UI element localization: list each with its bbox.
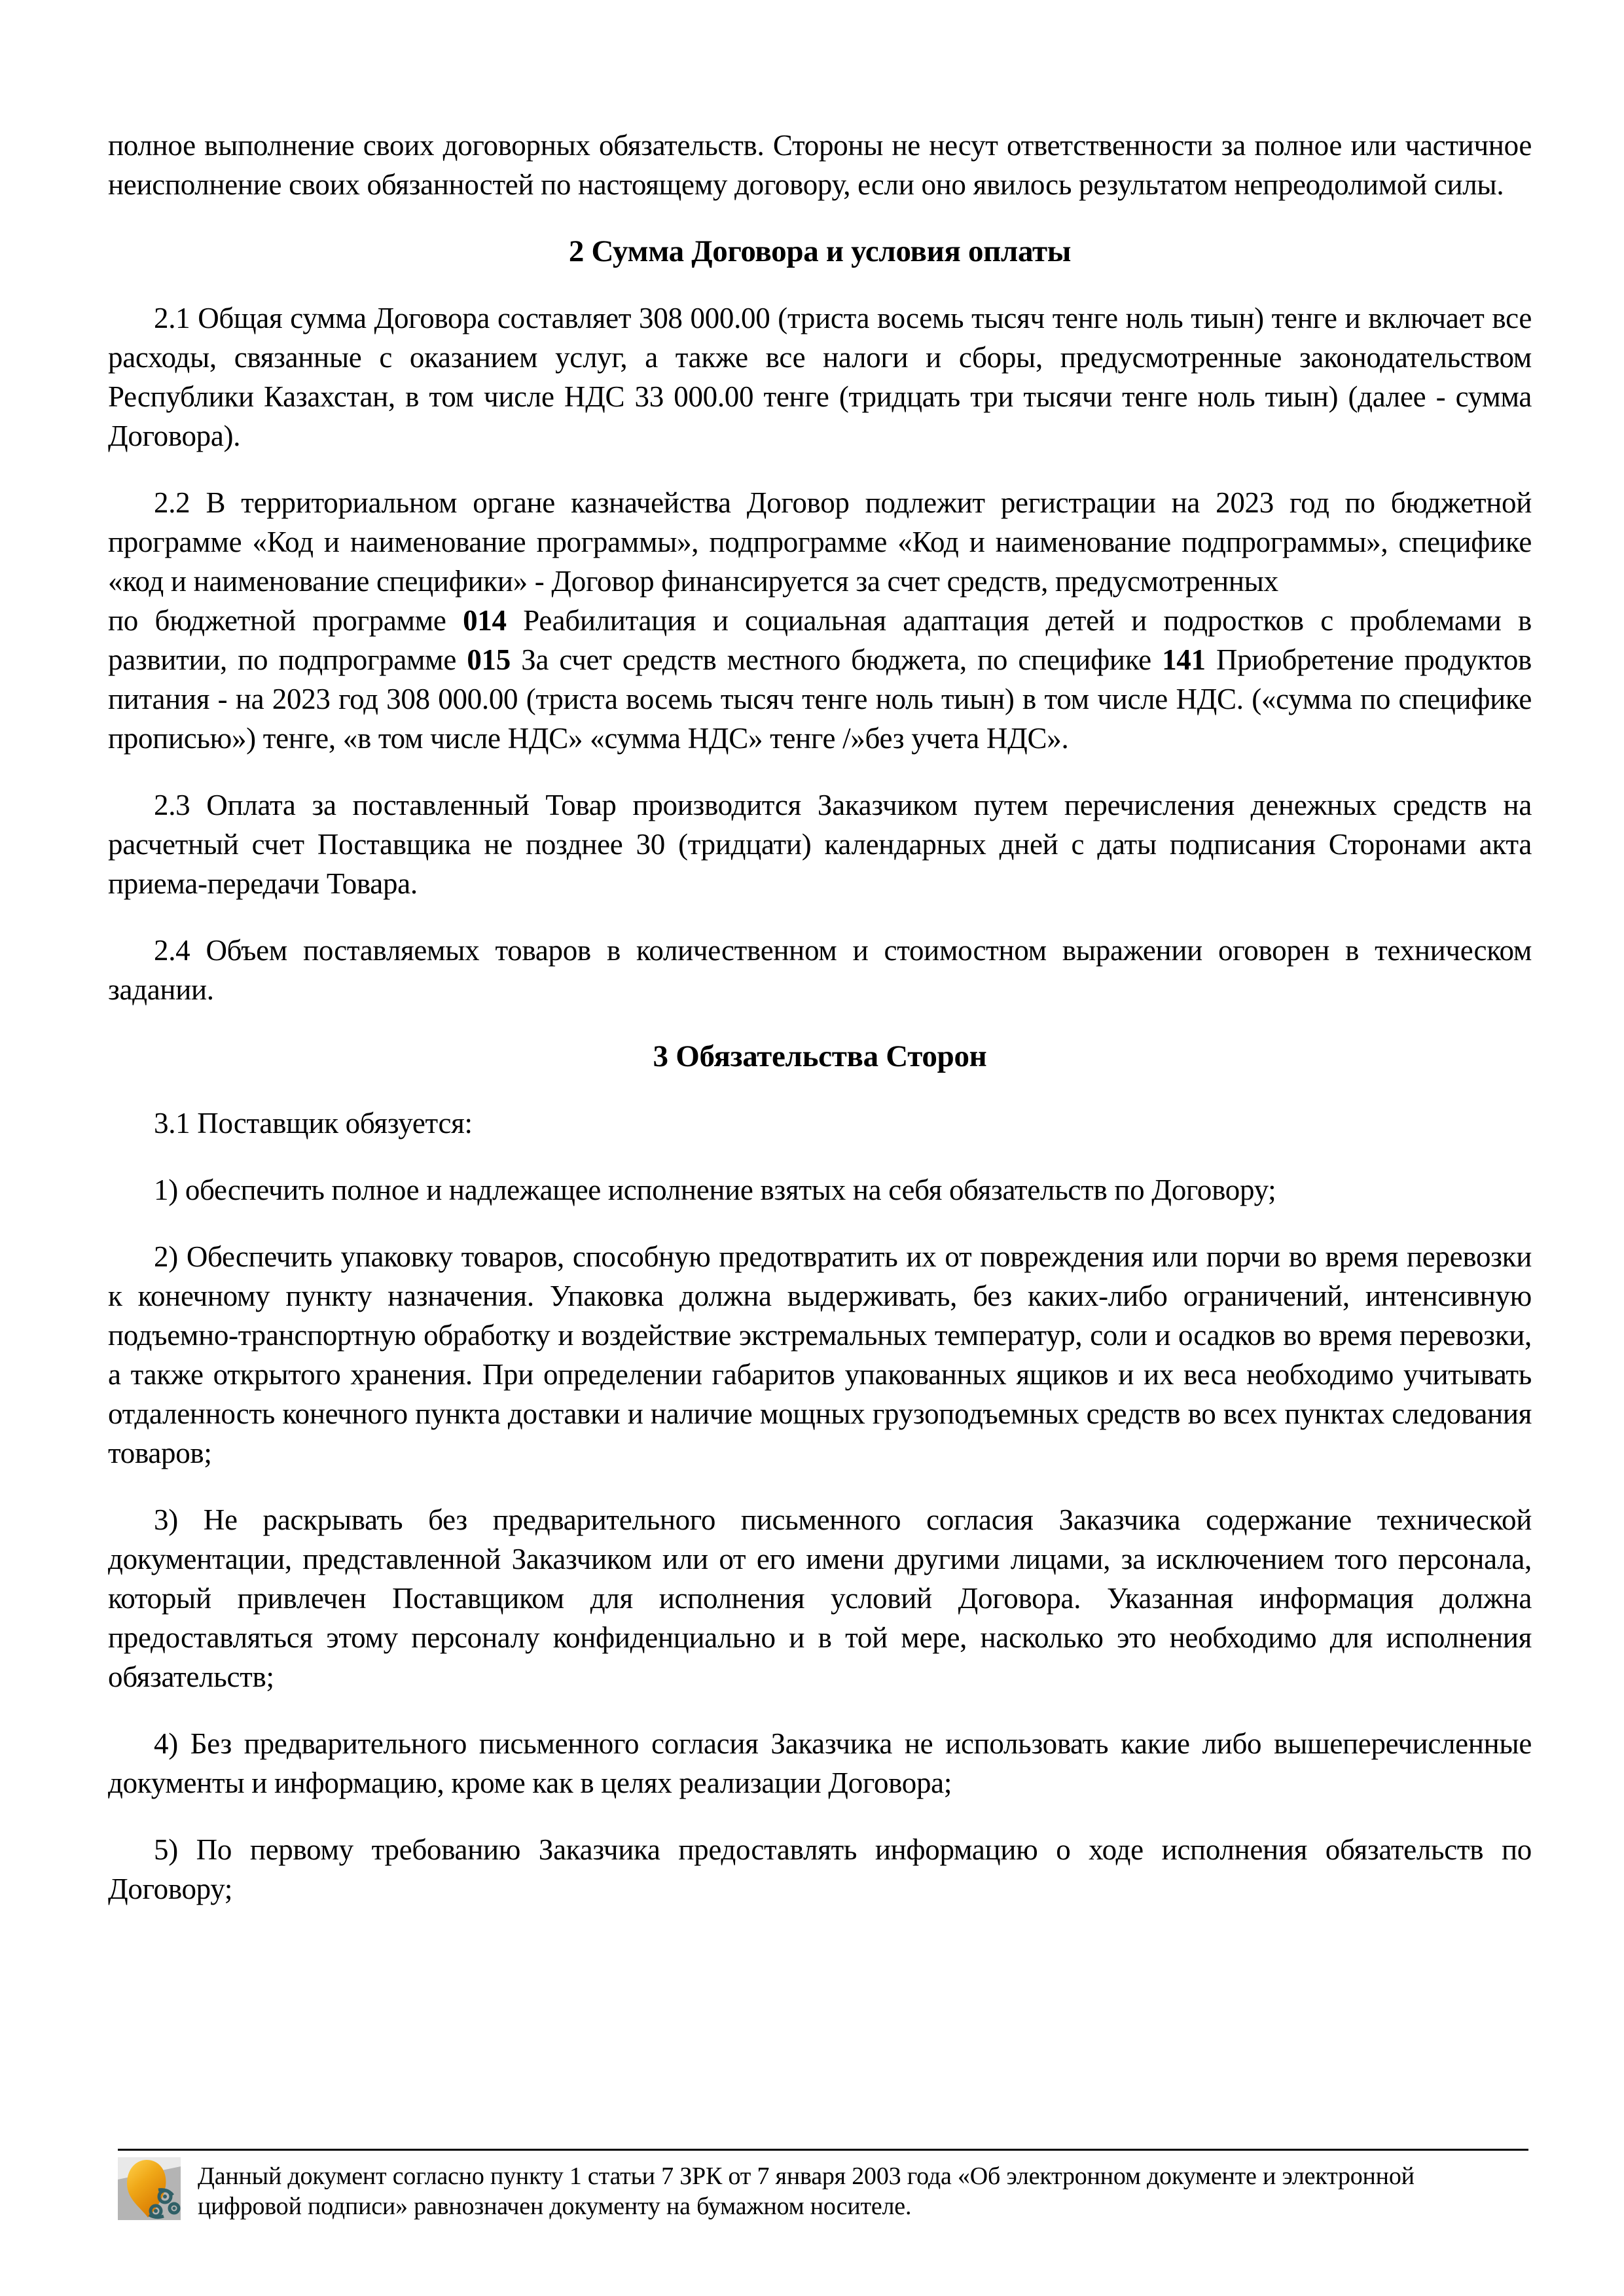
footnote-separator — [118, 2149, 1528, 2151]
paragraph-9: 1) обеспечить полное и надлежащее исполнение взятых на себя обязательств по Договору; — [154, 1174, 1276, 1206]
contract-text — [108, 126, 1532, 1936]
paragraph-10: 2) Обеспечить упаковку товаров, способную предотвратить их от повреждения или порчи во время перевозки к конечному пункту назначения. Упаковка должна выдерживать, без каких-либо ограничений, интенсивную подъемно-транспортную обработку и воздействие экстремальных температур, соли и осадков во время перевозки, а также открытого хранения. При определении габаритов упакованных ящиков и их веса необходимо учитывать отдаленность конечного пункта доставки и наличие мощных грузоподъемных средств во всех пунктах следования товаров; — [108, 1240, 1532, 1469]
digital-signature-stamp-icon — [118, 2157, 181, 2220]
footer-note: Данный документ согласно пункту 1 статьи 7 ЗРК от 7 января 2003 года «Об электронном документе и электронной цифровой подписи» равнозначен документу на бумажном носителе. — [198, 2162, 1415, 2220]
paragraph-4: 2.2 В территориальном органе казначейства Договор подлежит регистрации на 2023 год по бюджетной программе «Код и наименование программы», подпрограмме «Код и наименование подпрограммы», специфике «код и наименование специфики» - Договор финансируется за счет средств, предусмотренных по бюджетной программе 014 Реабилитация и социальная адаптация детей и подростков с проблемами в развитии, по подпрограмме 015 За счет средств местного бюджета, по специфике 141 Приобретение продуктов питания - на 2023 год 308 000.00 (триста восемь тысяч тенге ноль тиын) в том числе НДС. («сумма по специфике прописью») тенге, «в том числе НДС» «сумма НДС» тенге /»без учета НДС». — [108, 486, 1532, 755]
section-heading: 3 Обязательства Сторон — [653, 1039, 987, 1073]
paragraph-11: 3) Не раскрывать без предварительного письменного согласия Заказчика содержание технической документации, представленной Заказчиком или от его имени другими лицами, за исключением того персонала, который привлечен Поставщиком для исполнения условий Договора. Указанная информация должна предоставляться этому персоналу конфиденциально и в той мере, насколько это необходимо для исполнения обязательств; — [108, 1503, 1532, 1693]
paragraph-13: 5) По первому требованию Заказчика предоставлять информацию о ходе исполнения обязательств по Договору; — [108, 1833, 1532, 1905]
paragraph-8: 3.1 Поставщик обязуется: — [154, 1107, 473, 1139]
page-footer — [118, 2157, 1428, 2221]
paragraph-1: полное выполнение своих договорных обязательств. Стороны не несут ответственности за полное или частичное неисполнение своих обязанностей по настоящему договору, если оно явилось результатом непреодолимой силы. — [108, 129, 1532, 201]
paragraph-5: 2.3 Оплата за поставленный Товар производится Заказчиком путем перечисления денежных средств на расчетный счет Поставщика не позднее 30 (тридцати) календарных дней с даты подписания Сторонами акта приема-передачи Товара. — [108, 789, 1532, 900]
paragraph-6: 2.4 Объем поставляемых товаров в количественном и стоимостном выражении оговорен в техническом задании. — [108, 934, 1532, 1006]
paragraph-3: 2.1 Общая сумма Договора составляет 308 000.00 (триста восемь тысяч тенге ноль тиын) тенге и включает все расходы, связанные с оказанием услуг, а также все налоги и сборы, предусмотренные законодательством Республики Казахстан, в том числе НДС 33 000.00 тенге (тридцать три тысячи тенге ноль тиын) (далее - сумма Договора). — [108, 302, 1532, 452]
paragraph-12: 4) Без предварительного письменного согласия Заказчика не использовать какие либо вышеперечисленные документы и информацию, кроме как в целях реализации Договора; — [108, 1727, 1532, 1799]
section-heading: 2 Сумма Договора и условия оплаты — [568, 234, 1072, 268]
